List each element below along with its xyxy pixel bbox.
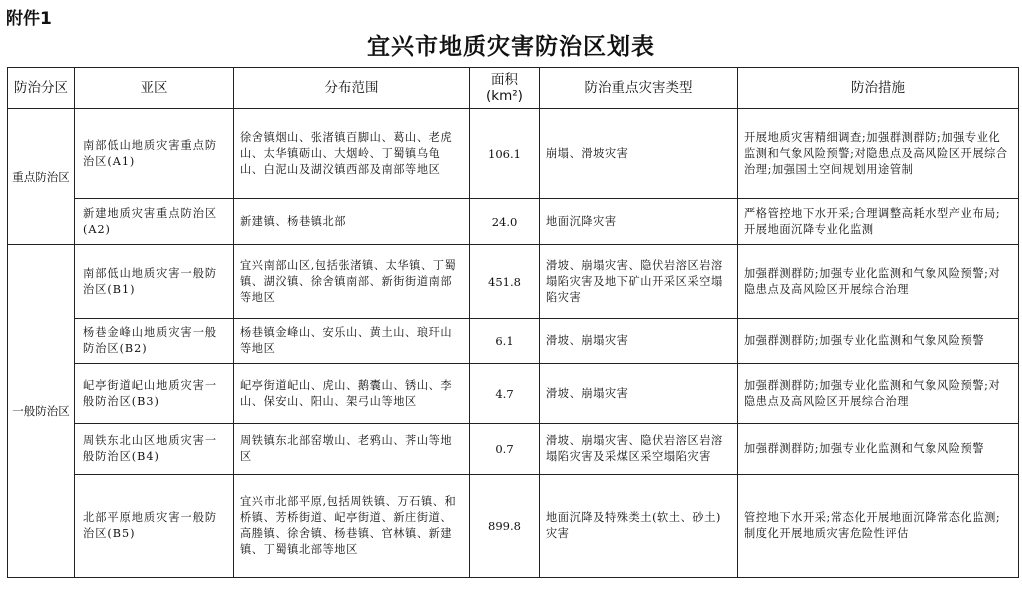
subzone-cell: 北部平原地质灾害一般防治区(B5)	[75, 475, 234, 578]
hazard-cell: 崩塌、滑坡灾害	[540, 109, 738, 199]
area-cell: 4.7	[470, 364, 540, 424]
table-row	[8, 424, 1019, 475]
subzone-cell: 南部低山地质灾害一般防治区(B1)	[75, 245, 234, 319]
subzone-cell: 南部低山地质灾害重点防治区(A1)	[75, 109, 234, 199]
hazard-cell: 滑坡、崩塌灾害、隐伏岩溶区岩溶塌陷灾害及地下矿山开采区采空塌陷灾害	[540, 245, 738, 319]
table-header-row	[8, 68, 1019, 109]
attachment-label: 附件1	[6, 9, 52, 29]
subzone-cell: 周铁东北山区地质灾害一般防治区(B4)	[75, 424, 234, 475]
zone-cell-key: 重点防治区	[8, 109, 75, 245]
page-title: 宜兴市地质灾害防治区划表	[367, 33, 655, 60]
area-cell: 6.1	[470, 319, 540, 364]
header-measures: 防治措施	[738, 68, 1019, 109]
measures-cell: 加强群测群防;加强专业化监测和气象风险预警;对隐患点及高风险区开展综合治理	[738, 245, 1019, 319]
header-zone: 防治分区	[8, 68, 75, 109]
scope-cell: 杨巷镇金峰山、安乐山、黄土山、琅玕山等地区	[234, 319, 470, 364]
scope-cell: 新建镇、杨巷镇北部	[234, 199, 470, 245]
header-area: 面积(km²)	[470, 68, 540, 109]
measures-cell: 开展地质灾害精细调查;加强群测群防;加强专业化监测和气象风险预警;对隐患点及高风险区开展综合治理;加强国土空间规划用途管制	[738, 109, 1019, 199]
scope-cell: 周铁镇东北部窑墩山、老鸦山、荠山等地区	[234, 424, 470, 475]
table-row	[8, 109, 1019, 199]
subzone-cell: 新建地质灾害重点防治区(A2)	[75, 199, 234, 245]
measures-cell: 加强群测群防;加强专业化监测和气象风险预警;对隐患点及高风险区开展综合治理	[738, 364, 1019, 424]
table-row	[8, 245, 1019, 319]
area-cell: 24.0	[470, 199, 540, 245]
area-cell: 0.7	[470, 424, 540, 475]
scope-cell: 宜兴市北部平原,包括周铁镇、万石镇、和桥镇、芳桥街道、屺亭街道、新庄街道、高塍镇、徐舍镇、杨巷镇、官林镇、新建镇、丁蜀镇北部等地区	[234, 475, 470, 578]
area-cell: 899.8	[470, 475, 540, 578]
measures-cell: 加强群测群防;加强专业化监测和气象风险预警	[738, 319, 1019, 364]
area-cell: 451.8	[470, 245, 540, 319]
header-scope: 分布范围	[234, 68, 470, 109]
scope-cell: 徐舍镇烟山、张渚镇百脚山、葛山、老虎山、太华镇砺山、大烟岭、丁蜀镇乌龟山、白泥山及湖㳇镇西部及南部等地区	[234, 109, 470, 199]
scope-cell: 屺亭街道屺山、虎山、鹅囊山、锈山、李山、保安山、阳山、架弓山等地区	[234, 364, 470, 424]
table-row	[8, 475, 1019, 578]
scope-cell: 宜兴南部山区,包括张渚镇、太华镇、丁蜀镇、湖㳇镇、徐舍镇南部、新街街道南部等地区	[234, 245, 470, 319]
hazard-cell: 地面沉降及特殊类土(软土、砂土)灾害	[540, 475, 738, 578]
zoning-table	[7, 67, 1019, 578]
table-row	[8, 319, 1019, 364]
table-row	[8, 199, 1019, 245]
hazard-cell: 滑坡、崩塌灾害、隐伏岩溶区岩溶塌陷灾害及采煤区采空塌陷灾害	[540, 424, 738, 475]
header-subzone: 亚区	[75, 68, 234, 109]
subzone-cell: 杨巷金峰山地质灾害一般防治区(B2)	[75, 319, 234, 364]
table-row	[8, 364, 1019, 424]
measures-cell: 严格管控地下水开采;合理调整高耗水型产业布局;开展地面沉降专业化监测	[738, 199, 1019, 245]
area-cell: 106.1	[470, 109, 540, 199]
measures-cell: 加强群测群防;加强专业化监测和气象风险预警	[738, 424, 1019, 475]
hazard-cell: 地面沉降灾害	[540, 199, 738, 245]
header-hazard: 防治重点灾害类型	[540, 68, 738, 109]
measures-cell: 管控地下水开采;常态化开展地面沉降常态化监测;制度化开展地质灾害危险性评估	[738, 475, 1019, 578]
hazard-cell: 滑坡、崩塌灾害	[540, 364, 738, 424]
zone-cell-general: 一般防治区	[8, 245, 75, 578]
hazard-cell: 滑坡、崩塌灾害	[540, 319, 738, 364]
subzone-cell: 屺亭街道屺山地质灾害一般防治区(B3)	[75, 364, 234, 424]
